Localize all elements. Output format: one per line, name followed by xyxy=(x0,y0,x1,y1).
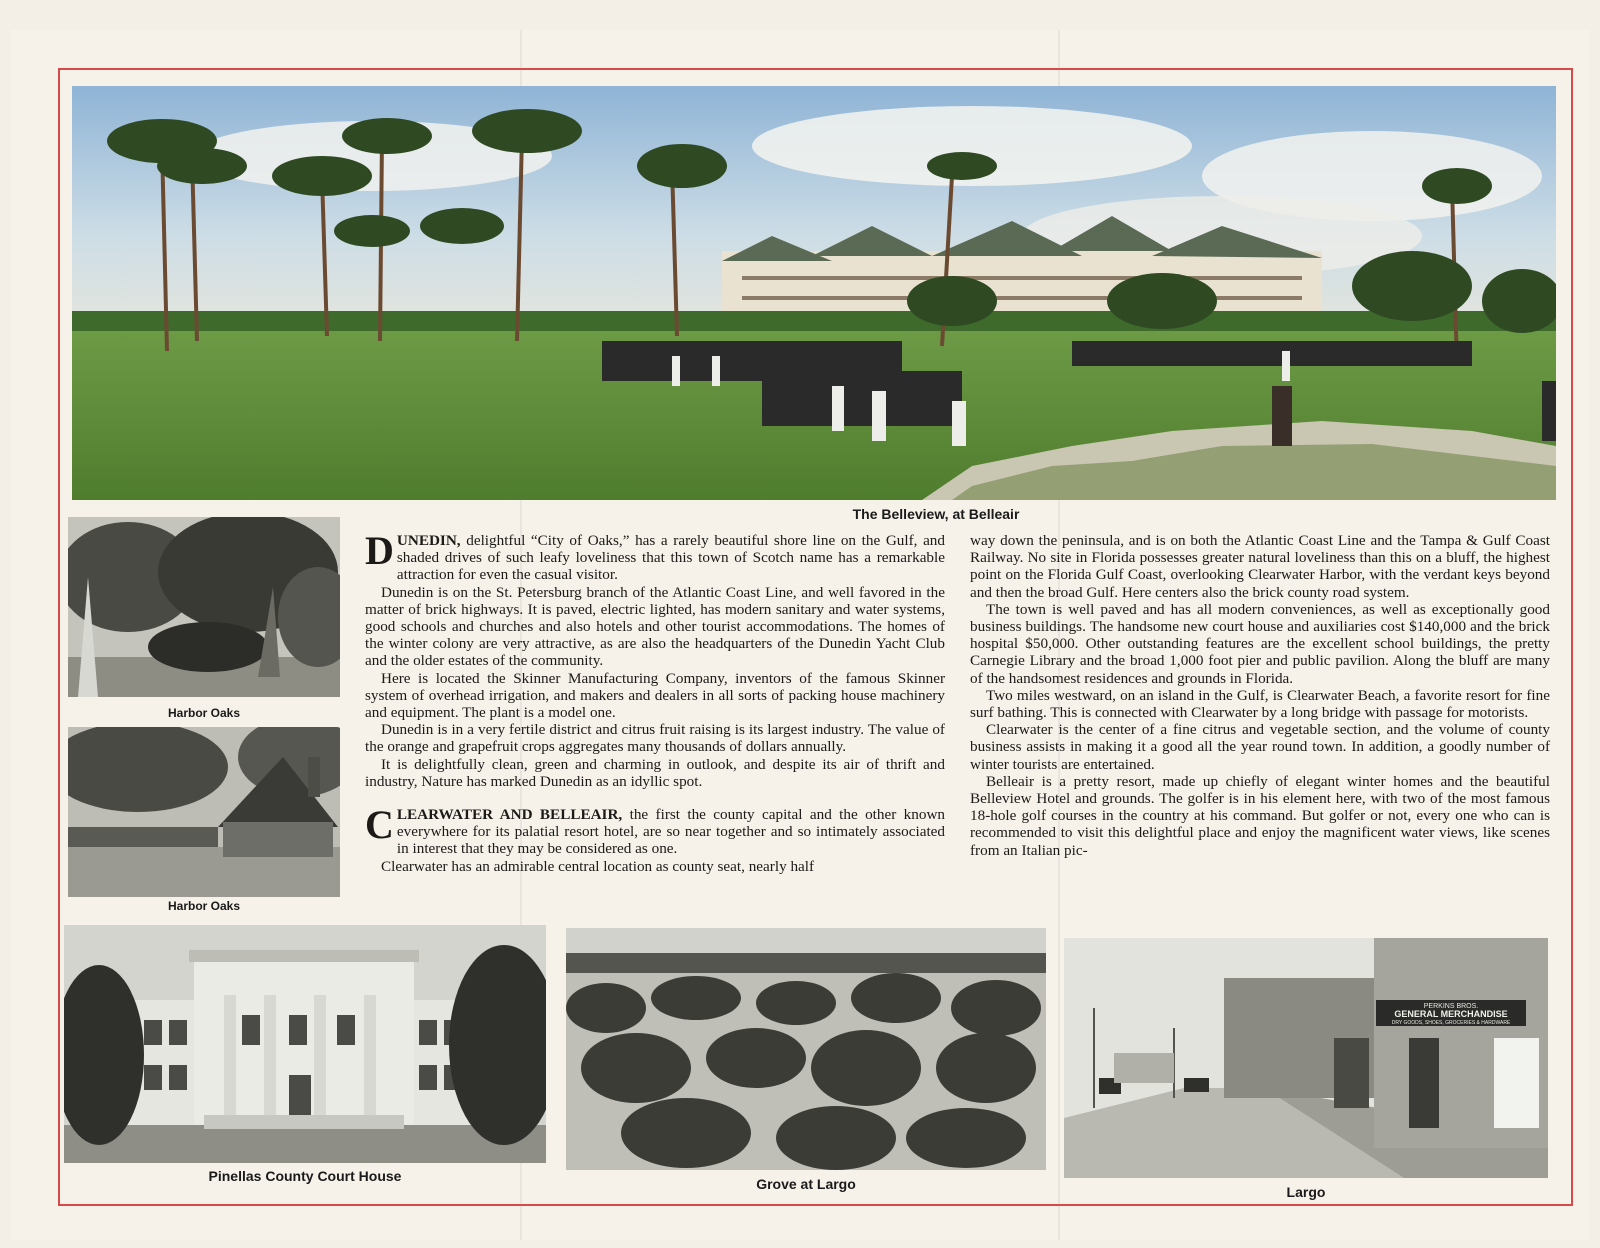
largo-caption: Largo xyxy=(1286,1184,1326,1200)
paragraph: Two miles westward, on an island in the Gulf, is Clearwater Beach, a favorite resort for fine surf bathing. This is connected with Clearwater by a long bridge with passage for motorists. xyxy=(970,686,1550,722)
harbor-oaks-caption: Harbor Oaks xyxy=(167,899,241,913)
grove-photo xyxy=(566,928,1046,1170)
section-heading-dunedin: UNEDIN, xyxy=(396,532,461,549)
belleview-hotel-photo xyxy=(72,86,1556,500)
article-column-right xyxy=(970,532,1550,859)
paragraph: Dunedin is on the St. Petersburg branch of the Atlantic Coast Line, and well favored in the matter of brick highways. It is paved, electric lighted, has modern sanitary and water systems, good schools and churches and also hotels and other tourist accommodations. The homes of the winter colony are very attractive, as are also the headquarters of the Dunedin Yacht Club and the older estates of the community. xyxy=(365,583,945,670)
dropcap: D xyxy=(365,528,394,573)
paragraph: delightful “City of Oaks,” has a rarely beautiful shore line on the Gulf, and shaded drives of such leafy loveliness that this town of Scotch name has a remarkable attraction for even the casual visitor. xyxy=(396,532,945,584)
paragraph: way down the peninsula, and is on both the Atlantic Coast Line and the Tampa & Gulf Coast Railway. No site in Florida possesses greater natural loveliness than this on a bluff, the highest point on the Florida Gulf Coast, overlooking Clearwater Harbor, with the verdant keys beyond and then the broad Gulf. Here centers also the brick county road system. xyxy=(970,532,1550,601)
sign-line: DRY GOODS, SHOES, GROCERIES & HARDWARE xyxy=(1391,1020,1511,1026)
harbor-oaks-photo xyxy=(68,517,340,697)
paragraph: It is delightfully clean, green and charming in outlook, and despite its air of thrift and industry, Nature has marked Dunedin as an idyllic spot. xyxy=(365,755,945,790)
court-house-caption: Pinellas County Court House xyxy=(208,1168,402,1184)
article-column-left xyxy=(365,528,946,875)
grove-caption: Grove at Largo xyxy=(756,1176,856,1192)
sign-line: PERKINS BROS. xyxy=(1423,1003,1479,1010)
dropcap: C xyxy=(365,802,394,848)
harbor-oaks-cottage-photo xyxy=(68,727,340,897)
paragraph: Clearwater is the center of a fine citrus and vegetable section, and the volume of county business assists in making it a good all the year round town. In addition, a goodly number of winter tourists are entertained. xyxy=(970,721,1550,773)
paragraph: The town is well paved and has all modern conveniences, as well as exceptionally good business buildings. The handsome new court house and auxiliaries cost $140,000 and the brick hospital $50,000. Other outstanding features are the excellent school buildings, the pretty Carnegie Library and the broad 1,000 foot pier and public pavilion. Along the bluff are many of the handsomest residences and grounds in Florida. xyxy=(970,600,1550,687)
harbor-oaks-caption: Harbor Oaks xyxy=(167,706,241,720)
court-house-photo xyxy=(64,925,546,1163)
paragraph: Clearwater has an admirable central location as county seat, nearly half xyxy=(381,857,815,875)
paragraph: Dunedin is in a very fertile district and citrus fruit raising is its largest industry. The value of the orange and grapefruit crops aggregates many thousands of dollars annually. xyxy=(365,721,945,756)
paragraph: Here is located the Skinner Manufacturing Company, inventors of the famous Skinner system of overhead irrigation, and makers and dealers in all sorts of packing house machinery and equipment. The plant is a model one. xyxy=(365,669,945,722)
sign-line: GENERAL MERCHANDISE xyxy=(1394,1009,1508,1019)
hero-caption: The Belleview, at Belleair xyxy=(852,506,1020,522)
section-heading-clearwater: LEARWATER AND BELLEAIR, xyxy=(396,806,623,824)
largo-street-photo xyxy=(1064,938,1548,1178)
paragraph: Belleair is a pretty resort, made up chiefly of elegant winter homes and the beautiful Belleview Hotel and grounds. The golfer is in his element here, with two of the most famous 18-hole golf courses in the country at his command. But golfer or not, every one who can is recommended to visit this delightful place and enjoy the magnificent water views, like scenes from an Italian pic- xyxy=(970,772,1550,859)
paragraph: the first the county capital and the other known everywhere for its palatial resort hotel, are so near together and so intimately associated in interest that they may be considered as one. xyxy=(396,806,946,858)
